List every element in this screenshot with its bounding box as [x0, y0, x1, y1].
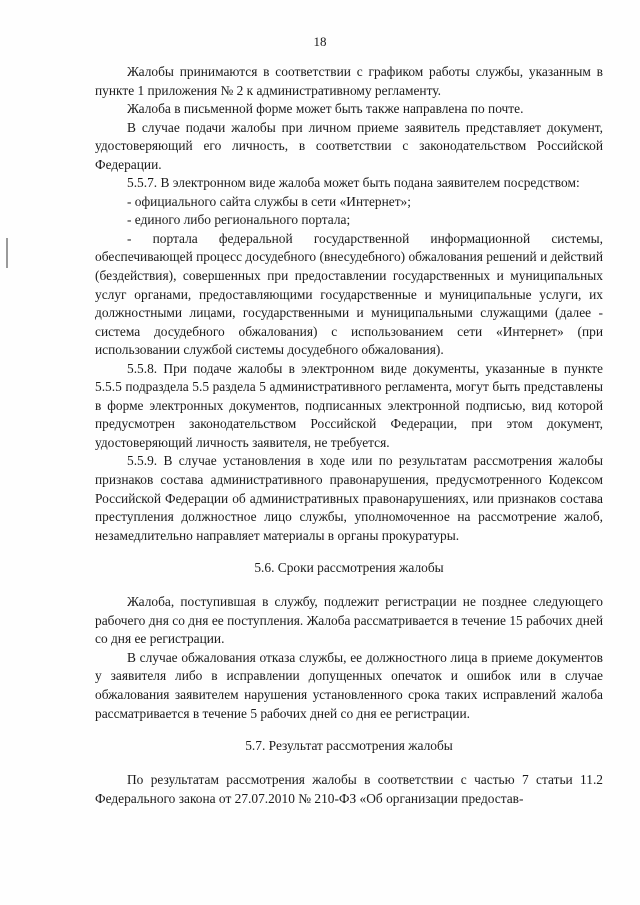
- scan-margin-mark: [6, 238, 8, 268]
- paragraph-refusal-appeal: В случае обжалования отказа службы, ее должностного лица в приеме документов у заявителя либо в исправлении допущенных опечаток и ошибок или в случае обжалования заявителем нарушения установленного срока таких исправлений жалоба рассматривается в течение 5 рабочих дней со дня ее регистрации.: [95, 649, 603, 721]
- page-number: 18: [313, 34, 327, 49]
- section-heading-5-7: 5.7. Результат рассмотрения жалобы: [245, 738, 453, 754]
- document-body: [95, 63, 603, 808]
- list-item-federal-system: - портала федеральной государственной информационной системы, обеспечивающей процесс досудебного (внесудебного) обжалования решений и действий (бездействия), совершенных при предоставлении государственных и муниципальных услуг органами, предоставляющими государственные и муниципальные услуги, их должностными лицами, государственными и муниципальными служащими (далее - система досудебного обжалования) с использованием сети «Интернет» (при использовании службой системы досудебного обжалования).: [95, 230, 603, 358]
- paragraph-5-5-7: 5.5.7. В электронном виде жалоба может быть подана заявителем посредством:: [127, 175, 580, 191]
- list-item-portal: - единого либо регионального портала;: [127, 212, 351, 228]
- paragraph-mail: Жалоба в письменной форме может быть также направлена по почте.: [127, 101, 524, 117]
- paragraph-schedule: Жалобы принимаются в соответствии с графиком работы службы, указанным в пункте 1 приложения № 2 к административному регламенту.: [95, 64, 603, 98]
- paragraph-registration: Жалоба, поступившая в службу, подлежит регистрации не позднее следующего рабочего дня со дня ее поступления. Жалоба рассматривается в течение 15 рабочих дней со дня ее регистрации.: [95, 594, 603, 647]
- paragraph-5-5-8: 5.5.8. При подаче жалобы в электронном виде документы, указанные в пункте 5.5.5 подраздела 5.5 раздела 5 административного регламента, могут быть представлены в форме электронных документов, подписанных электронной подписью, вид которой предусмотрен законодательством Российской Федерации, при этом документ, удостоверяющий личность заявителя, не требуется.: [95, 360, 603, 450]
- section-heading-5-6: 5.6. Сроки рассмотрения жалобы: [254, 560, 444, 576]
- paragraph-5-5-9: 5.5.9. В случае установления в ходе или по результатам рассмотрения жалобы признаков состава административного правонарушения, предусмотренного Кодексом Российской Федерации об административных правонарушениях, или признаков состава преступления должностное лицо службы, уполномоченное на рассмотрение жалоб, незамедлительно направляет материалы в органы прокуратуры.: [95, 453, 603, 543]
- list-item-official-site: - официального сайта службы в сети «Интернет»;: [127, 193, 411, 209]
- paragraph-personal-reception: В случае подачи жалобы при личном приеме заявитель представляет документ, удостоверяющий его личность, в соответствии с законодательством Российской Федерации.: [95, 119, 603, 172]
- paragraph-result: По результатам рассмотрения жалобы в соответствии с частью 7 статьи 11.2 Федерального закона от 27.07.2010 № 210-ФЗ «Об организации предостав-: [95, 772, 603, 806]
